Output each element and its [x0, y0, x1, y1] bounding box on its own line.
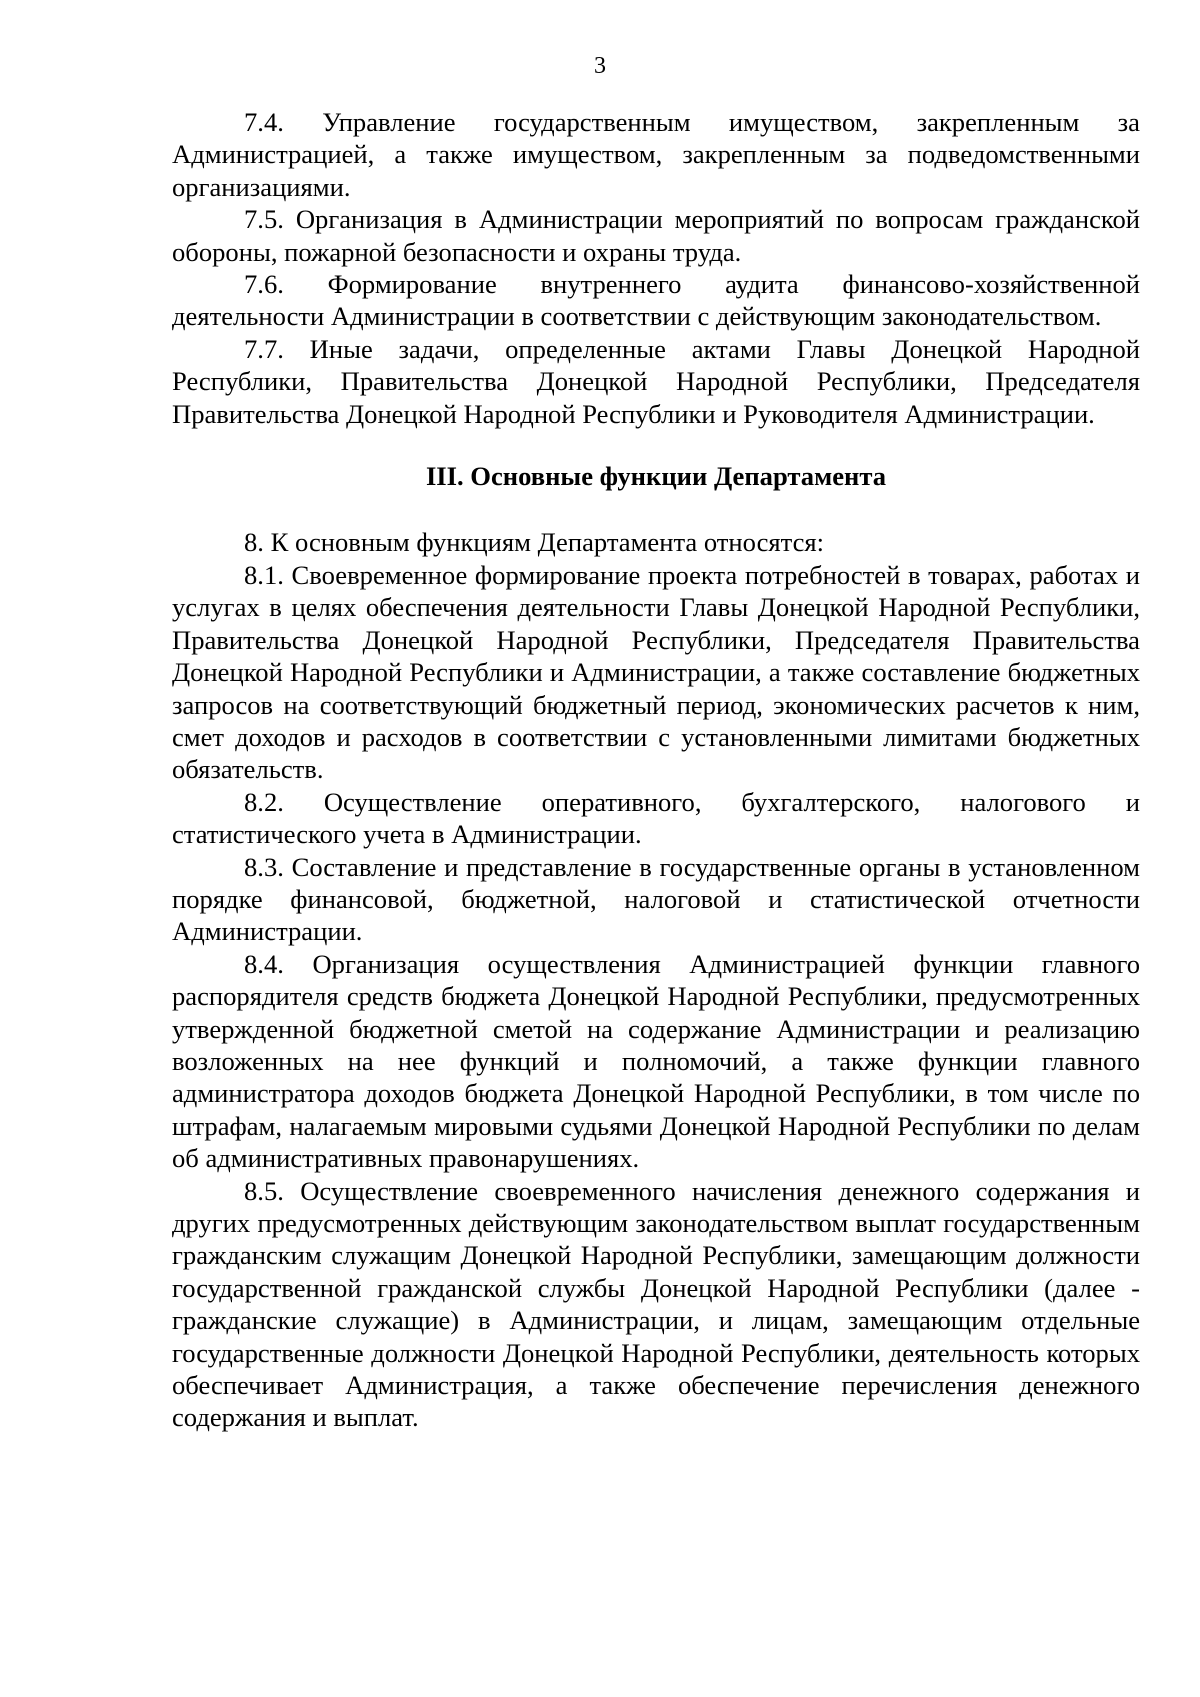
paragraph-8-1: 8.1. Своевременное формирование проекта потребностей в товарах, работах и услугах в целях обеспечения деятельности Главы Донецкой Народной Республики, Правительства Донецкой Народной Республики, Председателя Правительства Донецкой Народной Республики и Администрации, а также составление бюджетных запросов на соответствующий бюджетный период, экономических расчетов к ним, смет доходов и расходов в соответствии с установленными лимитами бюджетных обязательств. [172, 559, 1140, 785]
paragraph-7-6: 7.6. Формирование внутреннего аудита финансово-хозяйственной деятельности Администрации в соответствии с действующим законодательством. [172, 269, 1140, 332]
paragraph-8-2: 8.2. Осуществление оперативного, бухгалтерского, налогового и статистического учета в Администрации. [172, 786, 1140, 850]
paragraph-8-3: 8.3. Составление и представление в государственные органы в установленном порядке финансовой, бюджетной, налоговой и статистической отчетности Администрации. [172, 851, 1140, 947]
paragraph-8: 8. К основным функциям Департамента относятся: [244, 527, 825, 558]
paragraph-7-7: 7.7. Иные задачи, определенные актами Главы Донецкой Народной Республики, Правительства Донецкой Народной Республики, Председателя Правительства Донецкой Народной Республики и Руководителя Администрации. [172, 333, 1140, 429]
section-heading: III. Основные функции Департамента [425, 461, 887, 492]
paragraph-8-4: 8.4. Организация осуществления Администрацией функции главного распорядителя средств бюджета Донецкой Народной Республики, предусмотренных утвержденной бюджетной сметой на содержание Администрации и реализацию возложенных на нее функций и полномочий, а также функции главного администратора доходов бюджета Донецкой Народной Республики, в том числе по штрафам, налагаемым мировыми судьями Донецкой Народной Республики по делам об административных правонарушениях. [172, 948, 1140, 1174]
paragraph-7-4: 7.4. Управление государственным имуществом, закрепленным за Администрацией, а также имуществом, закрепленным за подведомственными организациями. [172, 107, 1140, 202]
page-number: 3 [594, 53, 606, 79]
document-body [172, 106, 1140, 1434]
paragraph-8-5: 8.5. Осуществление своевременного начисления денежного содержания и других предусмотренных действующим законодательством выплат государственным гражданским служащим Донецкой Народной Республики, замещающим должности государственной гражданской службы Донецкой Народной Республики (далее - гражданские служащие) в Администрации, и лицам, замещающим отдельные государственные должности Донецкой Народной Республики, деятельность которых обеспечивает Администрация, а также обеспечение перечисления денежного содержания и выплат. [172, 1175, 1140, 1433]
paragraph-7-5: 7.5. Организация в Администрации мероприятий по вопросам гражданской обороны, пожарной безопасности и охраны труда. [172, 204, 1140, 267]
